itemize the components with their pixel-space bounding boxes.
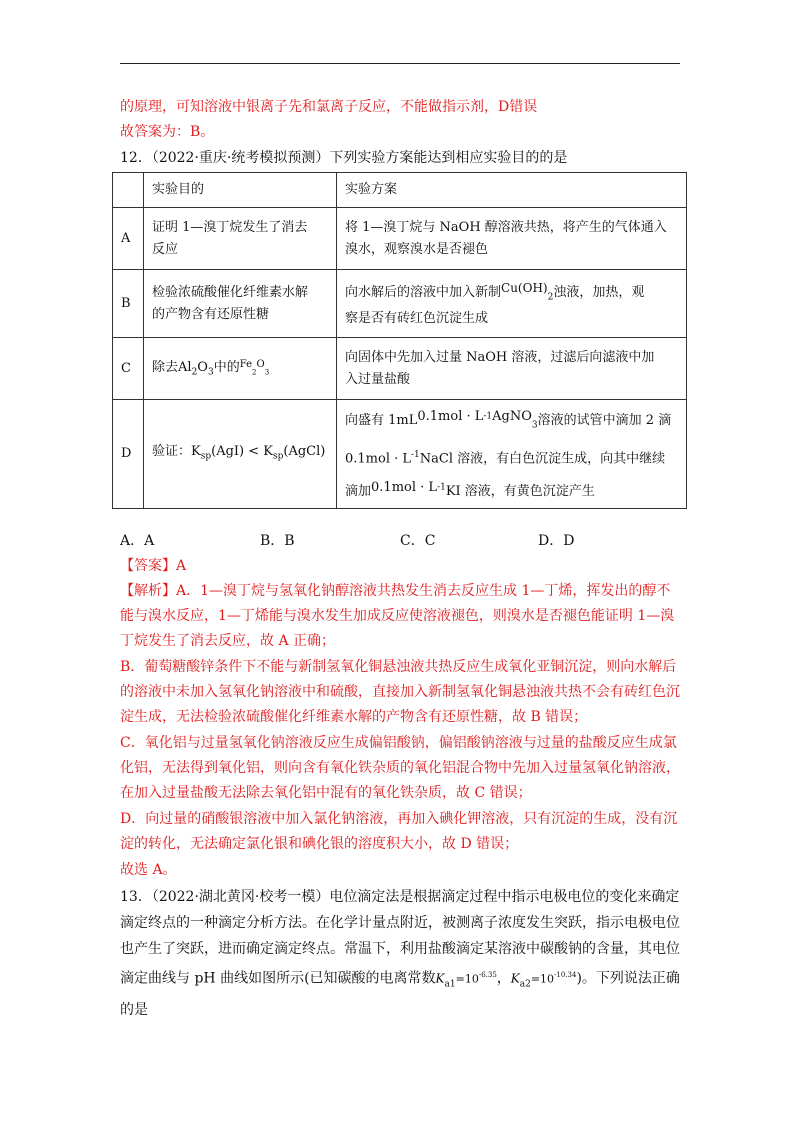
formula-sub: 3 [531,420,538,431]
ka1-exp: -6.35 [478,971,497,979]
goal-line: 检验浓硫酸催化纤维素水解 [152,284,309,300]
ka-separator: ， [496,970,511,987]
table-row [113,208,687,270]
plan-line: 察是否有砖红色沉淀生成 [345,311,489,327]
plan-text: NaCl 溶液，有白色沉淀生成，向其中继续 [419,450,666,466]
plan-text: 向盛有 1mL [345,413,418,428]
header-plan: 实验方案 [337,173,687,208]
formula: Fe [239,358,253,370]
ka2-sub: a2 [519,979,531,990]
option-b: B．B [260,533,295,549]
table-row [113,400,687,509]
table-header-row [113,173,687,208]
formula: 0.1mol · L [345,450,412,466]
formula: (AgI) < K [211,443,273,459]
plan-text: 向水解后的溶液中加入新制 [345,284,502,300]
table-row [113,338,687,400]
plan-line: 入过量盐酸 [345,371,411,387]
row-goal [144,338,337,400]
formula: (AgCl) [283,443,326,459]
plan-text: KI 溶液，有黄色沉淀产生 [445,483,595,499]
row-plan [337,270,687,338]
formula-cuoh: Cu(OH) [501,280,548,295]
plan-line: 向固体中先加入过量 NaOH 溶液，过滤后向滤液中加 [345,349,655,365]
row-goal [144,208,337,270]
formula: AgNO [492,409,532,424]
question-13-tail: )。下列说法正确的是 [120,970,680,1019]
row-label: B [113,270,144,338]
plan-line [345,473,678,506]
formula: O [197,359,208,375]
goal-text: 除去 [152,359,179,375]
option-c: C．C [400,533,436,549]
formula: Al [178,359,192,375]
prev-answer-line-2: 故答案为：B。 [120,124,215,140]
header-rule [120,63,680,64]
goal-text: 中的 [213,359,240,375]
answer-line: 【答案】A [120,558,187,574]
ka1-value: =10 [455,972,479,986]
option-a: A．A [120,533,155,549]
formula-sub: 2 [252,368,257,377]
question-12-stem: 12．（2022·重庆·统考模拟预测）下列实验方案能达到相应实验目的的是 [120,150,568,166]
plan-line [345,402,678,441]
plan-text: 滴加 [345,483,372,499]
prev-answer-line-1: 的原理，可知溶液中银离子先和氯离子反应，不能做指示剂，D错误 [120,99,538,115]
formula-sup: -1 [483,411,493,422]
header-goal: 实验目的 [144,173,337,208]
row-plan [337,208,687,270]
formula-sup: -1 [437,482,446,493]
question-13-stem [120,884,680,1023]
ka2-value: =10 [530,972,555,986]
formula-sup: -1 [411,449,420,460]
plan-line: 将 1—溴丁烷与 NaOH 醇溶液共热，将产生的气体通入 [345,219,667,235]
formula-sub: 3 [207,367,214,378]
plan-line: 溴水，观察溴水是否褪色 [345,241,489,257]
formula: K [191,443,201,459]
analysis-end: 故选 A。 [120,862,177,878]
question-13-text: 13．（2022·湖北黄冈·校考一模）电位滴定法是根据滴定过程中指示电极电位的变化来确定滴定终点的一种滴定分析方法。在化学计量点附近，被测离子浓度发生突跃，指示电极电位也产生了突跃，进而确定滴定终点。常温下，利用盐酸滴定某溶液中碳酸钠的含量，其电位滴定曲线与 pH 曲线如图所示(已知碳酸的电离常数 [120,889,680,987]
option-d: D．D [538,533,575,549]
row-label: C [113,338,144,400]
goal-line: 反应 [152,241,179,257]
analysis-c: C．氧化铝与过量氢氧化钠溶液反应生成偏铝酸钠，偏铝酸钠溶液与过量的盐酸反应生成氯化铝，无法得到氧化铝，则向含有氧化铁杂质的氧化铝混合物中先加入过量氢氧化钠溶液，在加入过量盐酸无法除去氧化铝中混有的氧化铁杂质，故 C 错误； [120,735,680,801]
ka1-sub: a1 [444,979,456,990]
formula-sub: sp [272,451,284,462]
table-row [113,270,687,338]
goal-line: 的产物含有还原性糖 [152,306,270,322]
goal-line: 证明 1—溴丁烷发生了消去 [152,219,308,235]
plan-line [345,277,678,309]
ka2-symbol: K [510,971,520,986]
experiment-table [112,172,687,509]
row-plan [337,338,687,400]
row-label: A [113,208,144,270]
analysis-a: 【解析】A．1—溴丁烷与氢氧化钠醇溶液共热发生消去反应生成 1—丁烯，挥发出的醇不能与溴水反应，1—丁烯能与溴水发生加成反应使溶液褪色，则溴水是否褪色能证明 1—溴丁烷发生了消去反应，故 A 正确； [120,583,675,649]
plan-line [345,441,678,473]
analysis-d: D．向过量的硝酸银溶液中加入氯化钠溶液，再加入碘化钾溶液，只有沉淀的生成，没有沉淀的转化，无法确定氯化银和碘化银的溶度积大小，故 D 错误； [120,811,678,852]
formula: O [256,358,265,370]
ka2-exp: -10.34 [554,971,577,979]
formula: 0.1mol · L [417,409,484,424]
row-goal [144,400,337,509]
plan-text: 溶液的试管中滴加 2 滴 [537,413,672,428]
plan-text: 浊液，加热，观 [553,284,645,300]
row-goal [144,270,337,338]
formula: 0.1mol · L [371,479,438,495]
table-corner-cell [113,173,144,208]
row-label: D [113,400,144,509]
goal-text: 验证： [152,443,192,459]
analysis-b: B．葡萄糖酸锌条件下不能与新制氢氧化铜悬浊液共热反应生成氧化亚铜沉淀，则向水解后的溶液中未加入氢氧化钠溶液中和硫酸，直接加入新制氢氧化铜悬浊液共热不会有砖红色沉淀生成，无法检验浓硫酸催化纤维素水解的产物含有还原性糖，故 B 错误； [120,659,680,725]
ka1-symbol: K [435,971,445,986]
row-plan [337,400,687,509]
formula-sub: 2 [191,367,198,378]
formula-sub: sp [200,451,212,462]
formula-sub: 3 [264,368,270,377]
formula-sub: 2 [547,292,554,303]
